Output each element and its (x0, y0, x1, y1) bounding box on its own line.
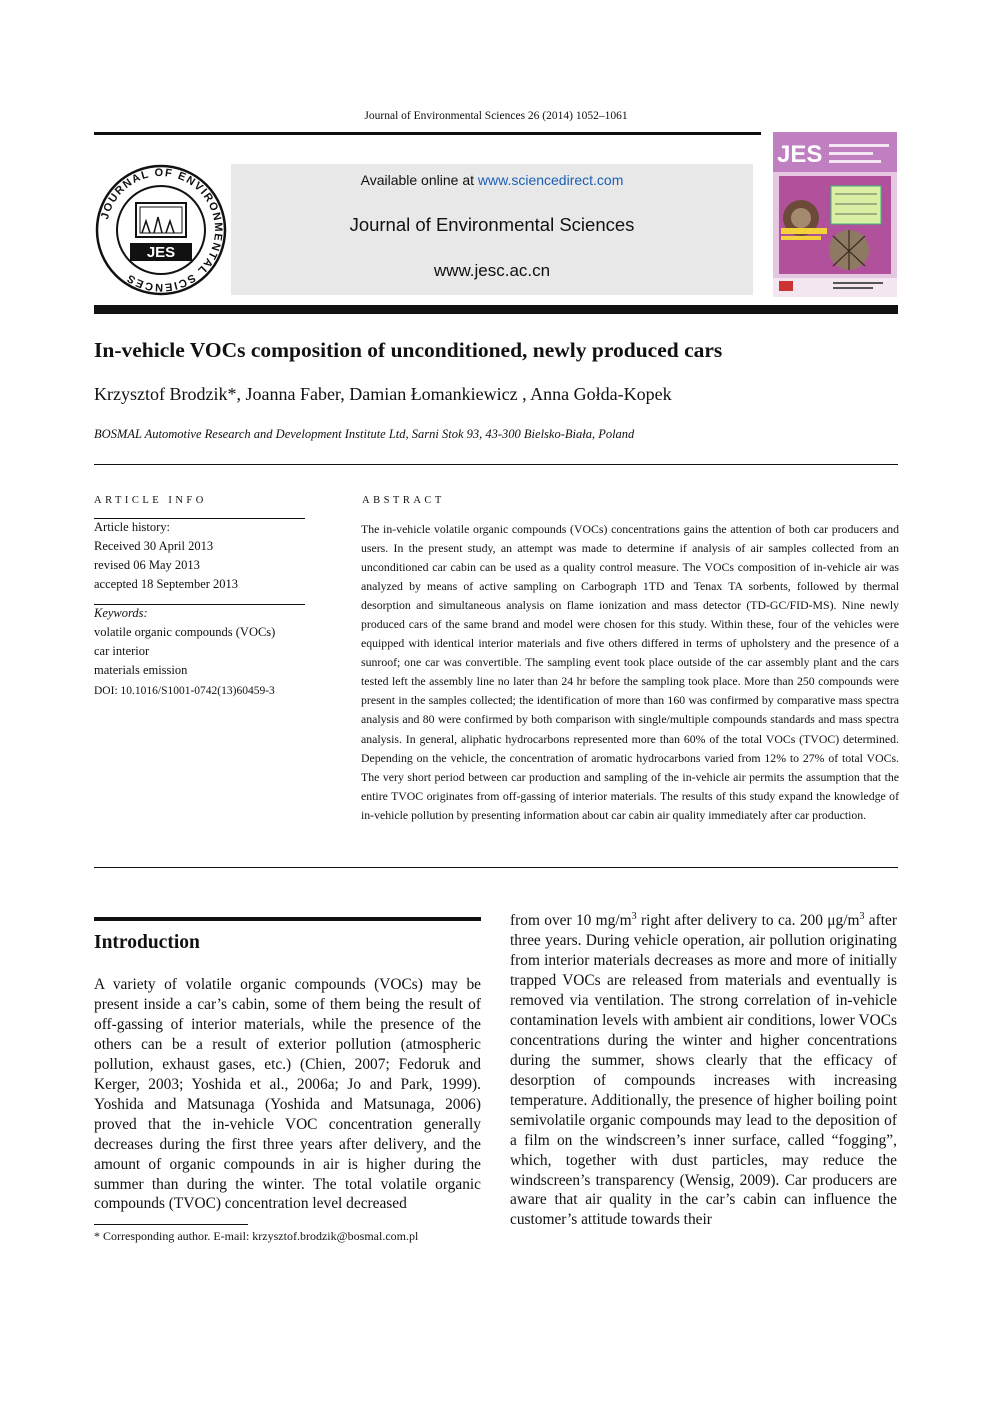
header-thick-rule (94, 305, 898, 314)
keywords-label: Keywords: (94, 606, 148, 620)
doi[interactable]: DOI: 10.1016/S1001-0742(13)60459-3 (94, 685, 275, 697)
received-date: Received 30 April 2013 (94, 539, 214, 553)
keyword-item: car interior (94, 644, 150, 658)
journal-url[interactable]: www.jesc.ac.cn (433, 261, 551, 280)
journal-name: Journal of Environmental Sciences (349, 214, 635, 235)
journal-banner (231, 164, 753, 295)
corresponding-author-footnote: * Corresponding author. E-mail: krzysztof.brodzik@bosmal.com.pl (94, 1229, 419, 1243)
affiliation: BOSMAL Automotive Research and Development Institute Ltd, Sarni Stok 93, 43-300 Bielsko-Biała, Poland (94, 427, 635, 441)
jes-logo (94, 163, 228, 297)
introduction-heading: Introduction (94, 932, 200, 953)
available-online: Available online at www.sciencedirect.com (360, 172, 624, 188)
accepted-date: accepted 18 September 2013 (94, 577, 239, 591)
article-info-rule (94, 518, 305, 519)
article-info-heading: ARTICLE INFO (94, 495, 207, 506)
introduction-col1: A variety of volatile organic compounds (VOCs) may be present inside a car’s cabin, some of them being the result of off-gassing of interior materials, while the presence of the others can be a result of exterior pollution (atmospheric pollution, exhaust gases, etc.) (Chien, 2007; Fedoruk and Kerger, 2003; Yoshida et al., 2006a; Jo and Park, 1999). Yoshida and Matsunaga (Yoshida and Matsunaga, 2006) proved that the in-vehicle VOC concentration generally decreases during the first three years after delivery, and the amount of organic compounds in air is higher during the summer than during the winter. The total volatile organic compounds (TVOC) concentration level decreased (94, 976, 481, 1213)
logo-abbrev: JES (146, 244, 176, 261)
header-rule (94, 132, 761, 135)
keyword-item: volatile organic compounds (VOCs) (94, 625, 276, 639)
revised-date: revised 06 May 2013 (94, 558, 200, 572)
sciencedirect-link[interactable]: www.sciencedirect.com (477, 172, 624, 188)
history-label: Article history: (94, 520, 171, 534)
abstract-heading: ABSTRACT (362, 495, 445, 506)
footnote-rule (94, 1224, 248, 1225)
section-divider (94, 867, 898, 868)
logo-ring-text: JOURNAL OF ENVIRONMENTAL SCIENCES (99, 166, 225, 294)
journal-citation: Journal of Environmental Sciences 26 (2014) 1052–1061 (364, 110, 628, 122)
cover-abbrev: JES (777, 141, 823, 168)
keyword-item: materials emission (94, 663, 188, 677)
author-list: Krzysztof Brodzik*, Joanna Faber, Damian Łomankiewicz , Anna Gołda-Kopek (94, 384, 672, 404)
intro-rule (94, 917, 481, 921)
article-title: In-vehicle VOCs composition of unconditioned, newly produced cars (94, 338, 723, 362)
abstract-text: The in-vehicle volatile organic compounds (VOCs) concentrations gains the attention of both car producers and users. In the present study, an attempt was made to determine if analysis of air samples collected from an unconditioned car cabin can be used as a quality control measure. The VOCs composition of in-vehicle air was analyzed by means of active sampling on Carbograph 1TD and Tenax TA sorbents, followed by thermal desorption and simultaneous analysis on flame ionization and mass detector (TD-GC/FID-MS). Nine newly produced cars of the same brand and model were chosen for this study. Within these, four of the vehicles were equipped with identical interior materials and five others differed in terms of upholstery and the presence of a sunroof; one car was convertible. The sampling event took place outside of the car assembly plant and the cars tested left the assembly line no later than 24 hr before the sampling took place. More than 250 compounds were present in the samples collected; the identification of more than 160 was confirmed by comparative mass spectra analysis and 80 were confirmed by both comparison with single/multiple compounds standards and mass spectra analysis. In general, aliphatic hydrocarbons represented more than 60% of the total VOCs (TVOC) determined. Depending on the vehicle, the concentration of aromatic hydrocarbons varied from 12% to 27% of total VOCs. The very short period between car production and sampling of the in-vehicle air permits the assumption that the entire TVOC originates from off-gassing of interior materials. The results of this study expand the knowledge of in-vehicle pollution by presenting information about car cabin air quality immediately after car production. (361, 522, 899, 822)
article-info-rule (94, 604, 305, 605)
introduction-col2: from over 10 $mg/m^3$ right after delivery to ca. 200 $\mu g/m^3$ after three years. During vehicle operation, air pollution originating from interior materials decreases as more and more of initially trapped VOCs are released from materials and eventually is removed via ventilation. The strong correlation of in-vehicle contamination levels with ambient air conditions, lower VOCs concentrations during the winter and higher concentrations during the summer, shows clearly that the efficacy of desorption of compounds increases with increasing temperature. Additionally, the presence of higher boiling point semivolatile organic compounds may lead to the deposition of a film on the windscreen’s inner surface, called “fogging”, which, together with dust particles, may reduce the windscreen’s transparency (Wensig, 2009). Car producers are aware that air quality in the car’s cabin can influence the customer’s attitude towards their (510, 911, 897, 1229)
section-divider (94, 464, 898, 465)
journal-cover-image (773, 132, 897, 297)
